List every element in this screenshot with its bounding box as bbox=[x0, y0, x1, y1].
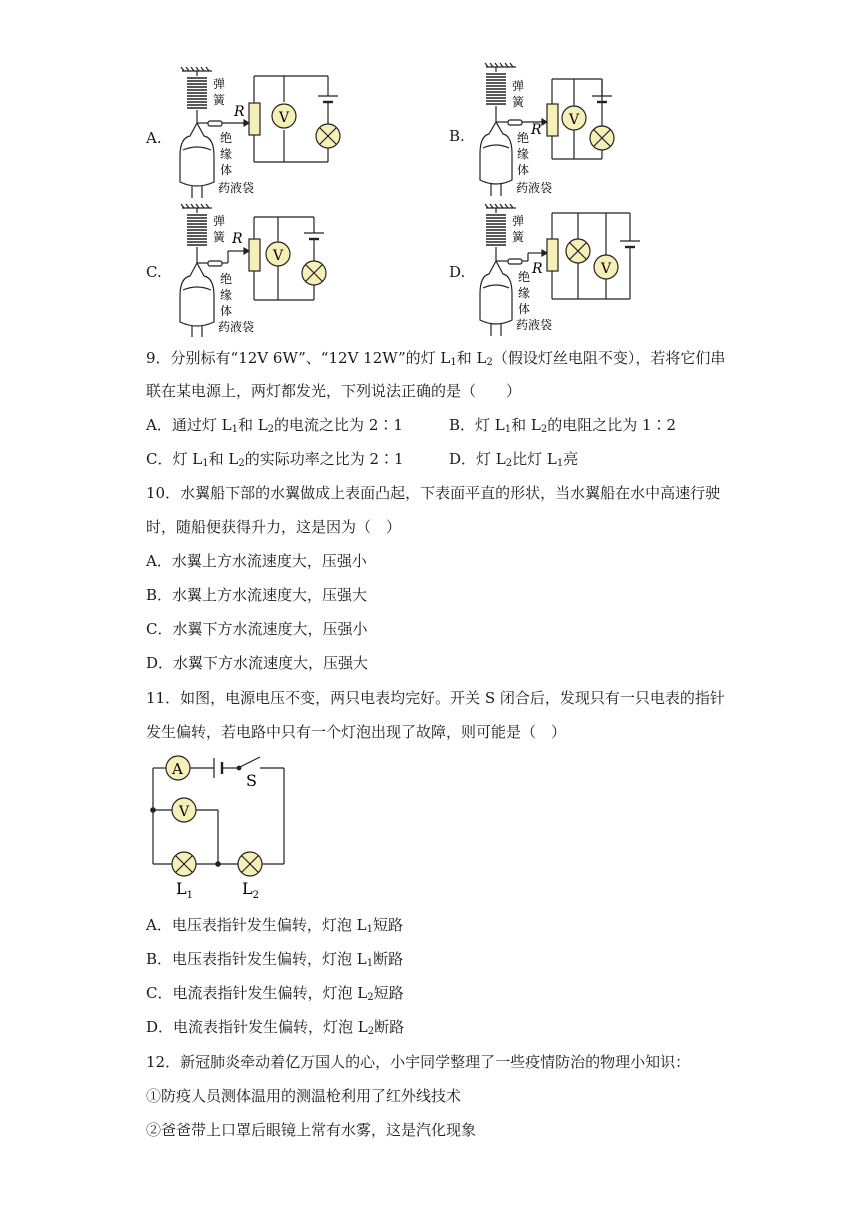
q12-stem: 12．新冠肺炎牵动着亿万国人的心，小宇同学整理了一些疫情防治的物理小知识： bbox=[146, 1053, 691, 1071]
svg-text:弹: 弹 bbox=[512, 79, 525, 93]
svg-text:绝: 绝 bbox=[220, 272, 233, 286]
q10-option-d[interactable]: D．水翼下方水流速度大，压强大 bbox=[146, 654, 369, 672]
figure-d-circuit bbox=[472, 203, 652, 338]
q11-circuit-diagram bbox=[148, 752, 293, 902]
svg-text:R: R bbox=[232, 231, 243, 247]
svg-text:绝: 绝 bbox=[518, 270, 531, 284]
svg-text:缘: 缘 bbox=[517, 147, 530, 161]
q12-item-1: ①防疫人员测体温用的测温枪利用了红外线技术 bbox=[146, 1087, 462, 1105]
q11-stem-line2: 发生偏转，若电路中只有一个灯泡出现了故障，则可能是（ ） bbox=[146, 723, 567, 741]
q11-option-c[interactable]: C．电流表指针发生偏转，灯泡 $L_2$短路 bbox=[146, 984, 404, 1003]
switch-label: S bbox=[246, 771, 257, 790]
svg-text:体: 体 bbox=[517, 163, 530, 177]
ammeter-label: A bbox=[172, 760, 183, 778]
svg-text:药液袋: 药液袋 bbox=[218, 320, 255, 334]
svg-text:缘: 缘 bbox=[220, 288, 233, 302]
svg-text:V: V bbox=[273, 248, 284, 264]
svg-text:体: 体 bbox=[220, 163, 233, 177]
option-a-label: A. bbox=[146, 129, 162, 147]
figure-a-circuit bbox=[168, 66, 348, 201]
voltmeter-label: V bbox=[279, 110, 290, 126]
svg-text:绝: 绝 bbox=[517, 131, 530, 145]
figure-c-circuit bbox=[168, 203, 348, 338]
option-c-label: C. bbox=[146, 263, 162, 281]
lamp2-label: $L_2$ bbox=[242, 879, 259, 901]
svg-text:药液袋: 药液袋 bbox=[516, 318, 553, 332]
circled-number-2: ② bbox=[146, 1121, 162, 1139]
svg-text:V: V bbox=[601, 261, 612, 277]
q11-option-d[interactable]: D．电流表指针发生偏转，灯泡 $L_2$断路 bbox=[146, 1018, 405, 1037]
q9-option-c[interactable]: C．灯 $L_1$和 $L_2$的实际功率之比为 2∶1 bbox=[146, 450, 404, 469]
q11-option-b[interactable]: B．电压表指针发生偏转，灯泡 $L_1$断路 bbox=[146, 950, 404, 969]
svg-text:R: R bbox=[532, 261, 543, 277]
svg-text:弹: 弹 bbox=[512, 214, 525, 228]
q10-option-b[interactable]: B．水翼上方水流速度大，压强大 bbox=[146, 586, 368, 604]
circled-number-1: ① bbox=[146, 1087, 162, 1105]
option-b-label: B. bbox=[449, 127, 465, 145]
svg-text:缘: 缘 bbox=[220, 147, 233, 161]
q9-stem-line1: 9．分别标有“12V 6W”、“12V 12W”的灯 $L_1$和 $L_2$（假设灯丝电阻不变），若将它们串 bbox=[146, 349, 726, 368]
svg-text:药液袋: 药液袋 bbox=[218, 181, 255, 195]
voltmeter-label: V bbox=[179, 804, 190, 820]
svg-text:簧: 簧 bbox=[213, 230, 226, 244]
svg-text:弹: 弹 bbox=[213, 77, 226, 91]
svg-text:体: 体 bbox=[220, 304, 233, 318]
q12-item-2: ②爸爸带上口罩后眼镜上常有水雾，这是汽化现象 bbox=[146, 1121, 477, 1139]
q9-option-a[interactable]: A．通过灯 $L_1$和 $L_2$的电流之比为 2∶1 bbox=[146, 416, 403, 435]
svg-text:R: R bbox=[531, 122, 542, 138]
svg-text:体: 体 bbox=[518, 302, 531, 316]
svg-text:弹: 弹 bbox=[213, 214, 226, 228]
svg-text:药液袋: 药液袋 bbox=[516, 181, 553, 195]
figure-b-circuit bbox=[472, 62, 652, 197]
svg-text:绝: 绝 bbox=[220, 131, 233, 145]
svg-text:簧: 簧 bbox=[512, 95, 525, 109]
q10-stem-line1: 10．水翼船下部的水翼做成上表面凸起，下表面平直的形状，当水翼船在水中高速行驶 bbox=[146, 484, 721, 502]
svg-text:V: V bbox=[569, 112, 580, 128]
option-d-label: D. bbox=[449, 263, 466, 281]
svg-text:簧: 簧 bbox=[213, 93, 226, 107]
q11-stem-line1: 11．如图，电源电压不变，两只电表均完好。开关 S 闭合后，发现只有一只电表的指针 bbox=[146, 689, 725, 707]
q10-stem-line2: 时，随船便获得升力，这是因为（ ） bbox=[146, 518, 402, 536]
q9-option-d[interactable]: D．灯 $L_2$比灯 $L_1$亮 bbox=[449, 450, 579, 469]
svg-text:缘: 缘 bbox=[518, 286, 531, 300]
lamp1-label: $L_1$ bbox=[176, 879, 193, 901]
q10-option-a[interactable]: A．水翼上方水流速度大，压强小 bbox=[146, 552, 367, 570]
svg-text:簧: 簧 bbox=[512, 230, 525, 244]
q11-option-a[interactable]: A．电压表指针发生偏转，灯泡 $L_1$短路 bbox=[146, 916, 403, 935]
svg-text:R: R bbox=[234, 104, 245, 120]
q10-option-c[interactable]: C．水翼下方水流速度大，压强小 bbox=[146, 620, 368, 638]
q9-stem-line2: 联在某电源上，两灯都发光，下列说法正确的是（ ） bbox=[146, 382, 522, 400]
q9-option-b[interactable]: B．灯 $L_1$和 $L_2$的电阻之比为 1∶2 bbox=[449, 416, 677, 435]
